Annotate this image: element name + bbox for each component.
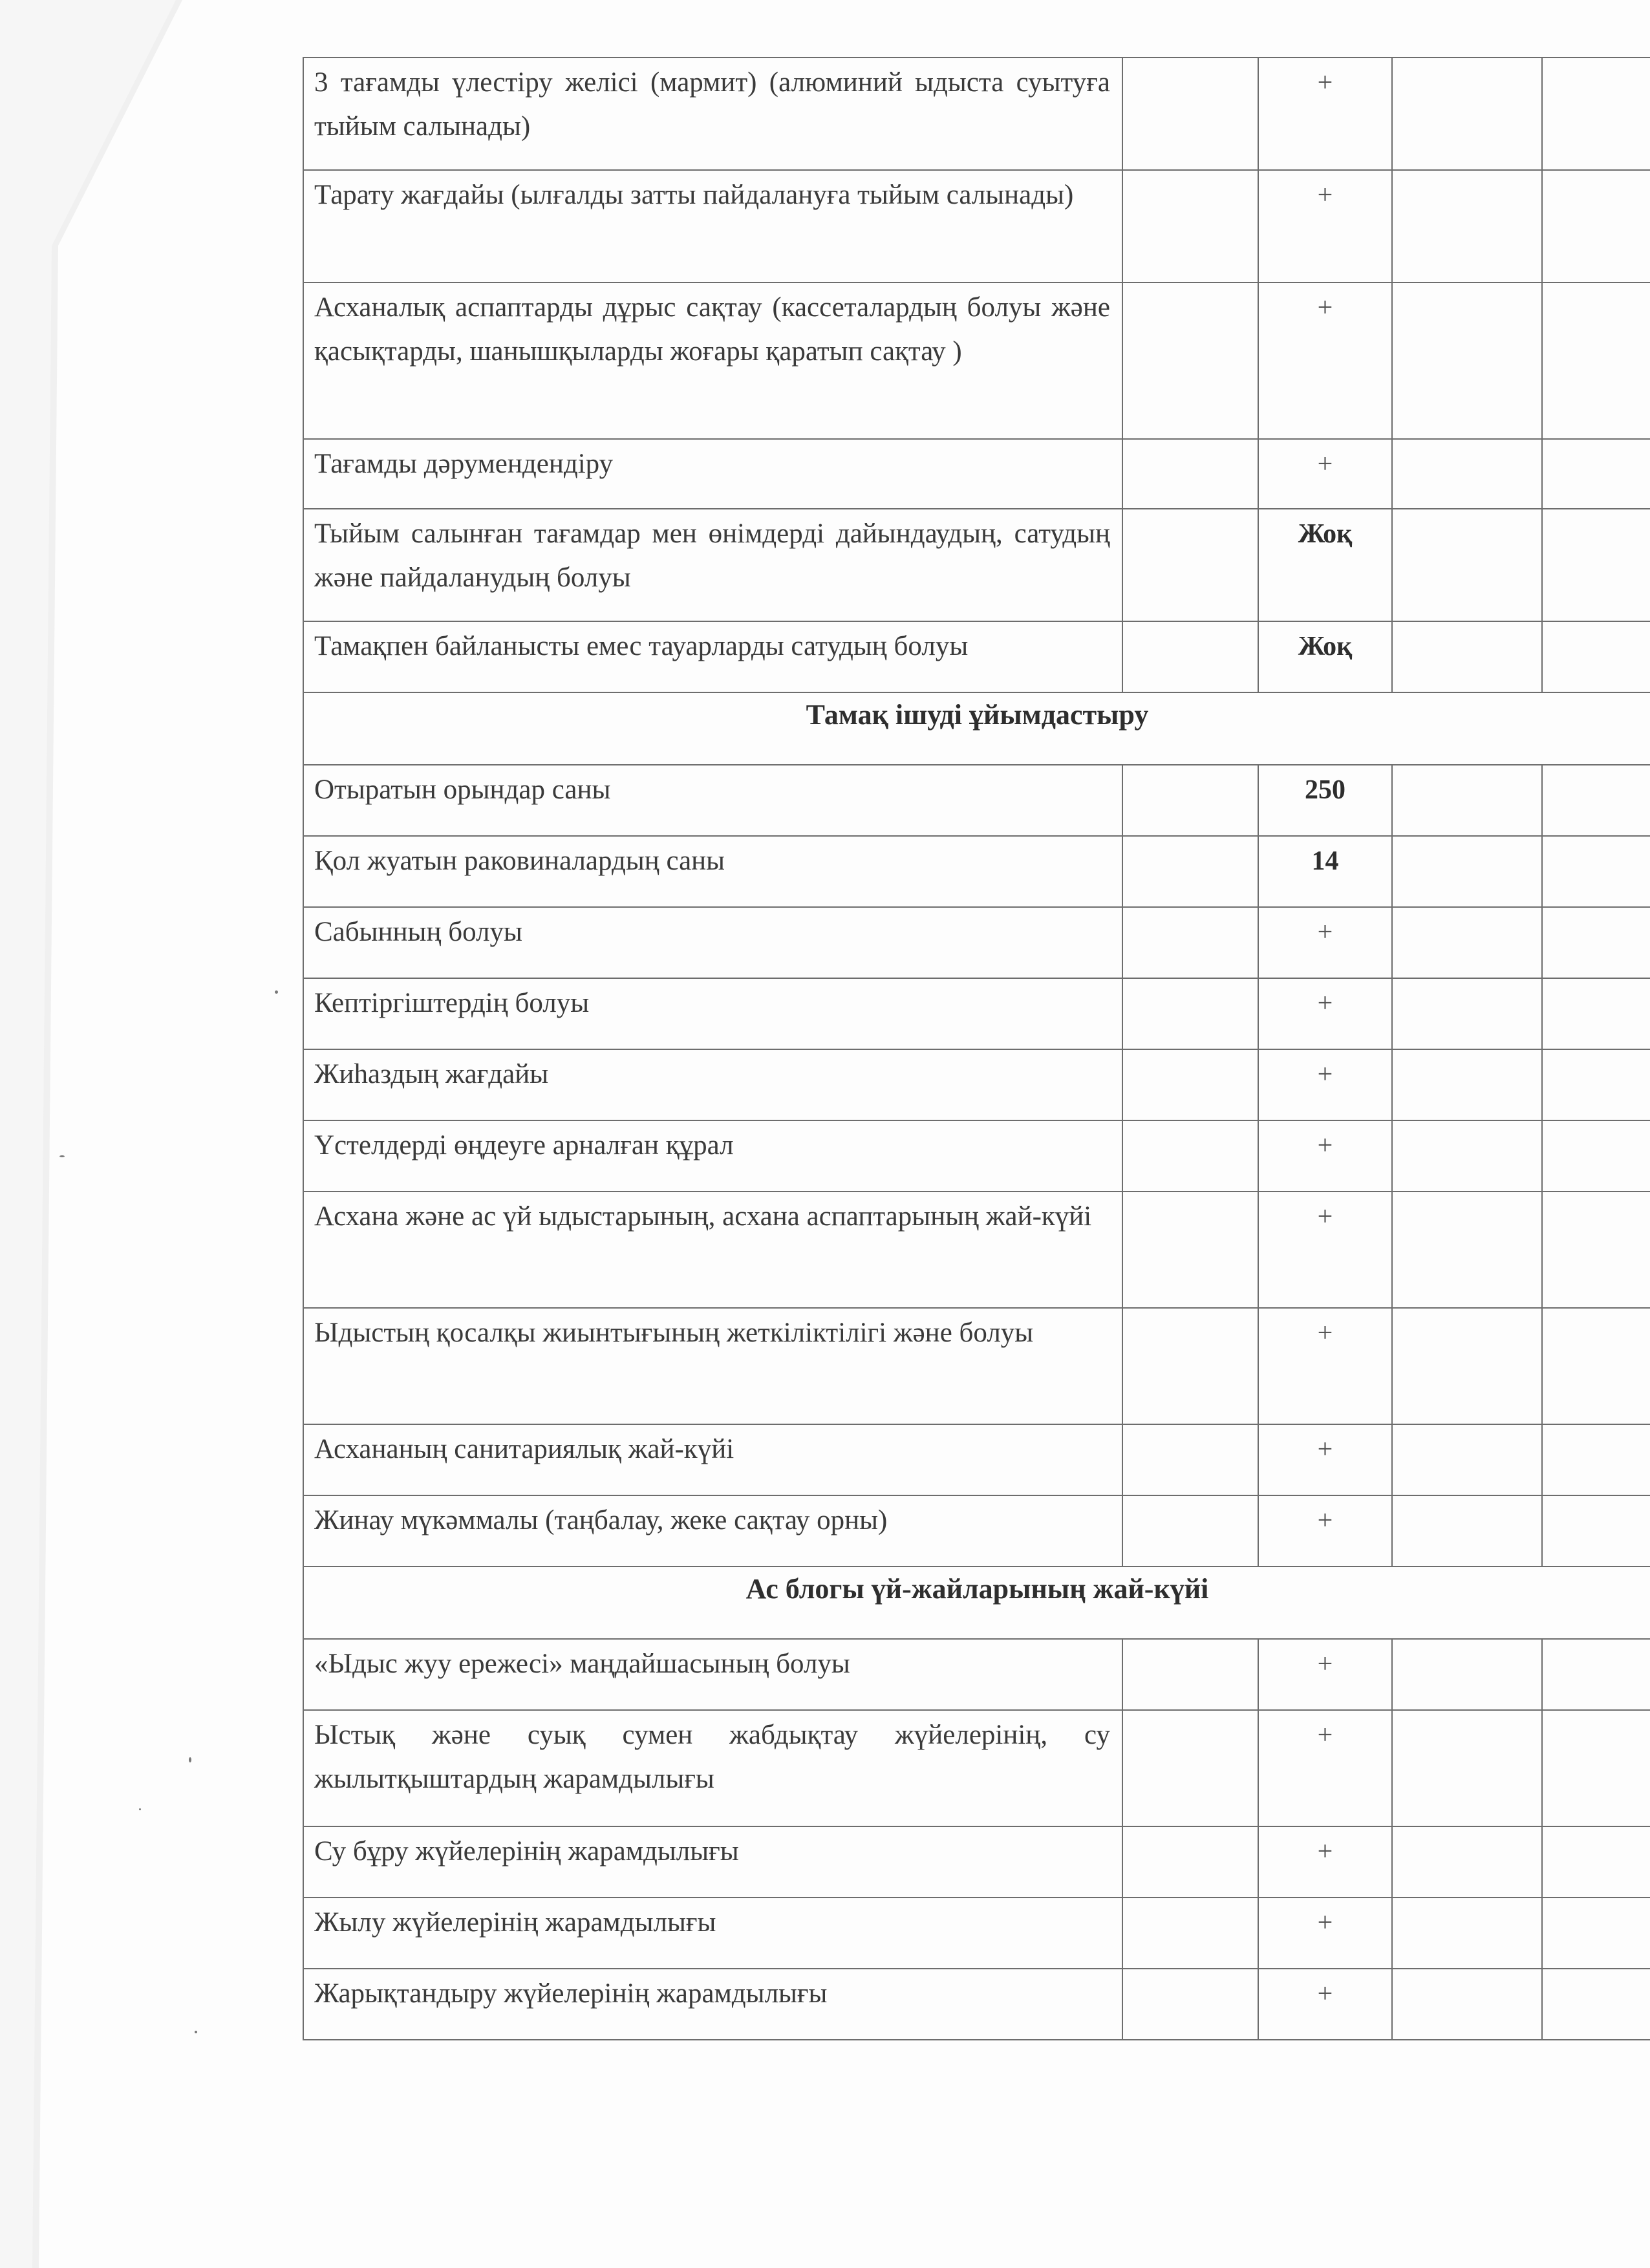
empty-cell <box>1122 621 1258 692</box>
empty-cell <box>1542 1308 1650 1424</box>
empty-cell <box>1122 836 1258 907</box>
row-description: Үстелдерді өңдеуге арналған құрал <box>314 1130 734 1161</box>
empty-cell <box>1392 1192 1542 1308</box>
empty-cell <box>1122 1424 1258 1495</box>
table-row <box>303 439 1650 509</box>
row-mark: + <box>1317 449 1333 479</box>
row-description: 3 тағамды үлестіру желісі (мармит) (алюминий ыдыста суытуға тыйым салынады) <box>314 67 1110 142</box>
row-description: Ыдыстың қосалқы жиынтығының жеткіліктілігі және болуы <box>314 1318 1034 1348</box>
table-row <box>303 1424 1650 1495</box>
row-description: Сабынның болуы <box>314 917 522 947</box>
empty-cell <box>1392 1969 1542 2040</box>
row-description: Су бұру жүйелерінің жарамдылығы <box>314 1836 739 1867</box>
row-mark: + <box>1317 180 1333 210</box>
table-row <box>303 1192 1650 1308</box>
row-mark: 250 <box>1305 775 1345 805</box>
row-description: Тарату жағдайы (ылғалды затты пайдалануға тыйым салынады) <box>314 180 1074 210</box>
empty-cell <box>1122 58 1258 170</box>
table-row <box>303 283 1650 439</box>
table-row <box>303 1898 1650 1969</box>
row-mark: + <box>1317 1202 1333 1232</box>
section-row <box>303 692 1650 765</box>
table-row <box>303 907 1650 978</box>
table-row <box>303 1049 1650 1120</box>
empty-cell <box>1122 1049 1258 1120</box>
empty-cell <box>1122 1192 1258 1308</box>
row-description: Асхана және ас үй ыдыстарының, асхана аспаптарының жай-күйі <box>314 1201 1092 1232</box>
empty-cell <box>1122 509 1258 621</box>
empty-cell <box>1122 283 1258 439</box>
empty-cell <box>1542 1826 1650 1898</box>
empty-cell <box>1122 1308 1258 1424</box>
table-row <box>303 765 1650 836</box>
table-row <box>303 1120 1650 1192</box>
row-mark: + <box>1317 917 1333 947</box>
empty-cell <box>1392 509 1542 621</box>
row-description: Асханалық аспаптарды дұрыс сақтау (кассеталардың болуы және қасықтарды, шанышқыларды жоғары қаратып сақтау ) <box>314 292 1110 367</box>
section-row <box>303 1567 1650 1639</box>
empty-cell <box>1542 1120 1650 1192</box>
empty-cell <box>1122 1639 1258 1710</box>
row-mark: + <box>1317 1435 1333 1464</box>
empty-cell <box>1542 1424 1650 1495</box>
scan-speck <box>275 990 278 994</box>
row-mark: + <box>1317 293 1333 323</box>
row-description: Жинау мүкәммалы (таңбалау, жеке сақтау орны) <box>314 1505 888 1535</box>
empty-cell <box>1392 1898 1542 1969</box>
empty-cell <box>1392 836 1542 907</box>
empty-cell <box>1122 1710 1258 1826</box>
row-mark: + <box>1317 1837 1333 1867</box>
empty-cell <box>1542 1969 1650 2040</box>
table-row <box>303 1495 1650 1567</box>
row-description: Отыратын орындар саны <box>314 775 611 805</box>
empty-cell <box>1122 978 1258 1049</box>
row-mark: + <box>1317 1908 1333 1938</box>
empty-cell <box>1542 1639 1650 1710</box>
empty-cell <box>1392 170 1542 283</box>
empty-cell <box>1392 283 1542 439</box>
row-mark: + <box>1317 1720 1333 1750</box>
table-row <box>303 58 1650 170</box>
scan-speck <box>59 1155 65 1157</box>
empty-cell <box>1392 1049 1542 1120</box>
empty-cell <box>1542 907 1650 978</box>
empty-cell <box>1122 439 1258 509</box>
row-mark: Жоқ <box>1298 519 1353 549</box>
empty-cell <box>1542 765 1650 836</box>
empty-cell <box>1122 1969 1258 2040</box>
empty-cell <box>1392 439 1542 509</box>
empty-cell <box>1122 765 1258 836</box>
empty-cell <box>1542 836 1650 907</box>
empty-cell <box>1392 1308 1542 1424</box>
empty-cell <box>1542 621 1650 692</box>
empty-cell <box>1542 58 1650 170</box>
inspection-table <box>303 57 1650 2040</box>
row-mark: + <box>1317 1506 1333 1535</box>
empty-cell <box>1392 1710 1542 1826</box>
row-mark: + <box>1317 1979 1333 2009</box>
empty-cell <box>1122 170 1258 283</box>
section-heading: Ас блогы үй-жайларының жай-күйі <box>303 1567 1650 1639</box>
empty-cell <box>1392 621 1542 692</box>
row-description: «Ыдыс жуу ережесі» маңдайшасының болуы <box>314 1649 850 1679</box>
row-description: Тамақпен байланысты емес тауарларды сатудың болуы <box>314 631 969 661</box>
scan-shadow-edge <box>0 0 194 2268</box>
table-row <box>303 1710 1650 1826</box>
empty-cell <box>1542 1710 1650 1826</box>
table-row <box>303 978 1650 1049</box>
scan-speck <box>139 1808 141 1810</box>
empty-cell <box>1392 1639 1542 1710</box>
table-row <box>303 621 1650 692</box>
table-row <box>303 509 1650 621</box>
empty-cell <box>1392 1424 1542 1495</box>
empty-cell <box>1542 978 1650 1049</box>
empty-cell <box>1392 58 1542 170</box>
row-mark: 14 <box>1311 846 1339 876</box>
empty-cell <box>1542 1049 1650 1120</box>
row-mark: Жоқ <box>1298 632 1353 661</box>
row-description: Ыстық және суық сумен жабдықтау жүйелерінің, су жылытқыштардың жарамдылығы <box>314 1720 1110 1794</box>
empty-cell <box>1122 1120 1258 1192</box>
row-description: Асхананың санитариялық жай-күйі <box>314 1434 734 1464</box>
row-mark: + <box>1317 1060 1333 1089</box>
row-description: Қол жуатын раковиналардың саны <box>314 846 725 876</box>
empty-cell <box>1542 170 1650 283</box>
empty-cell <box>1542 439 1650 509</box>
row-description: Кептіргіштердің болуы <box>314 988 590 1018</box>
empty-cell <box>1122 1898 1258 1969</box>
table-row <box>303 1826 1650 1898</box>
empty-cell <box>1542 1898 1650 1969</box>
table-row <box>303 1639 1650 1710</box>
empty-cell <box>1542 509 1650 621</box>
empty-cell <box>1392 1120 1542 1192</box>
empty-cell <box>1392 1495 1542 1567</box>
scan-speck <box>189 1757 191 1762</box>
row-mark: + <box>1317 989 1333 1018</box>
table-row <box>303 1969 1650 2040</box>
row-mark: + <box>1317 1131 1333 1161</box>
row-mark: + <box>1317 1649 1333 1679</box>
empty-cell <box>1392 907 1542 978</box>
empty-cell <box>1392 765 1542 836</box>
row-description: Жарықтандыру жүйелерінің жарамдылығы <box>314 1978 828 2009</box>
table-row <box>303 1308 1650 1424</box>
row-description: Жылу жүйелерінің жарамдылығы <box>314 1907 716 1938</box>
row-mark: + <box>1317 1318 1333 1348</box>
row-description: Тыйым салынған тағамдар мен өнімдерді дайындаудың, сатудың және пайдаланудың болуы <box>314 519 1110 593</box>
row-description: Жиһаздың жағдайы <box>314 1059 549 1089</box>
empty-cell <box>1122 1495 1258 1567</box>
row-mark: + <box>1317 68 1333 98</box>
row-description: Тағамды дәрумендендіру <box>314 449 614 479</box>
empty-cell <box>1122 1826 1258 1898</box>
empty-cell <box>1542 1495 1650 1567</box>
empty-cell <box>1392 1826 1542 1898</box>
empty-cell <box>1122 907 1258 978</box>
empty-cell <box>1542 1192 1650 1308</box>
empty-cell <box>1392 978 1542 1049</box>
table-row <box>303 170 1650 283</box>
scan-speck <box>195 2031 197 2033</box>
empty-cell <box>1542 283 1650 439</box>
table-row <box>303 836 1650 907</box>
section-heading: Тамақ ішуді ұйымдастыру <box>303 692 1650 765</box>
